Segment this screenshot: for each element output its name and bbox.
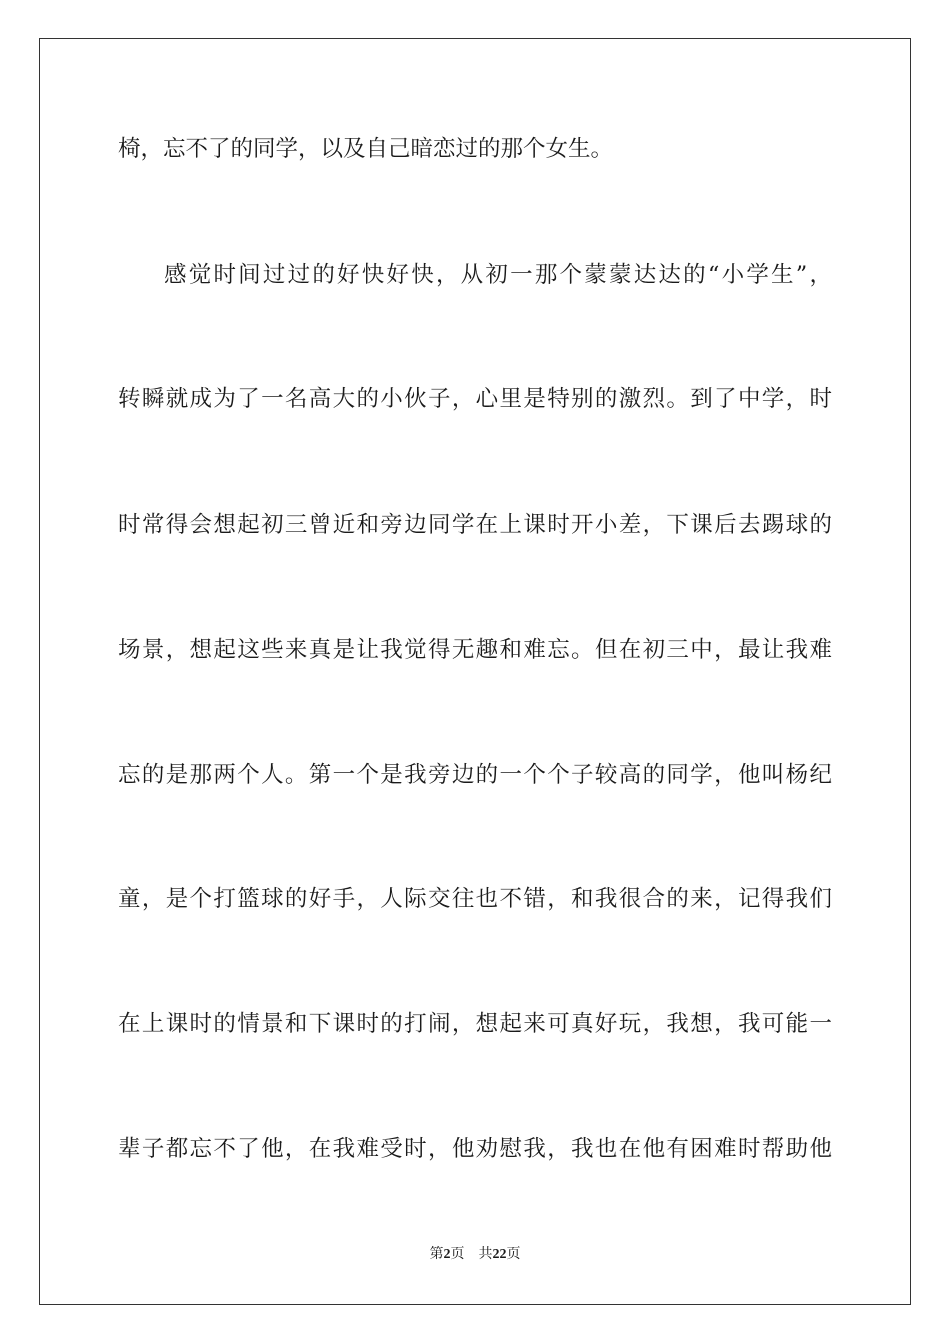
- page-number: 2: [443, 1247, 451, 1262]
- text-line-7: 童，是个打篮球的好手，人际交往也不错，和我很合的来，记得我们: [118, 886, 832, 912]
- text-line-8: 在上课时的情景和下课时的打闹，想起来可真好玩，我想，我可能一: [118, 1011, 832, 1037]
- total-pages: 22: [492, 1247, 507, 1262]
- text-line-9: 辈子都忘不了他，在我难受时，他劝慰我，我也在他有困难时帮助他: [118, 1136, 832, 1162]
- paragraph-start-line: 感觉时间过过的好快好快，从初一那个蒙蒙达达的“小学生”，: [164, 262, 832, 288]
- page-suffix: 页: [450, 1246, 465, 1262]
- text-line-1: 椅，忘不了的同学，以及自己暗恋过的那个女生。: [118, 136, 614, 162]
- total-prefix: 共: [478, 1246, 493, 1262]
- text-line-5: 场景，想起这些来真是让我觉得无趣和难忘。但在初三中，最让我难: [118, 637, 832, 663]
- page-border: [39, 38, 911, 1305]
- total-pages-indicator: [479, 1246, 521, 1262]
- text-line-6: 忘的是那两个人。第一个是我旁边的一个个子较高的同学，他叫杨纪: [118, 762, 832, 788]
- page-indicator: [430, 1246, 465, 1262]
- page-prefix: 第: [429, 1246, 444, 1262]
- text-line-4: 时常得会想起初三曾近和旁边同学在上课时开小差，下课后去踢球的: [118, 512, 832, 538]
- total-suffix: 页: [506, 1246, 521, 1262]
- text-line-3: 转瞬就成为了一名高大的小伙子，心里是特别的激烈。到了中学，时: [118, 386, 832, 412]
- page-footer: [0, 1244, 950, 1265]
